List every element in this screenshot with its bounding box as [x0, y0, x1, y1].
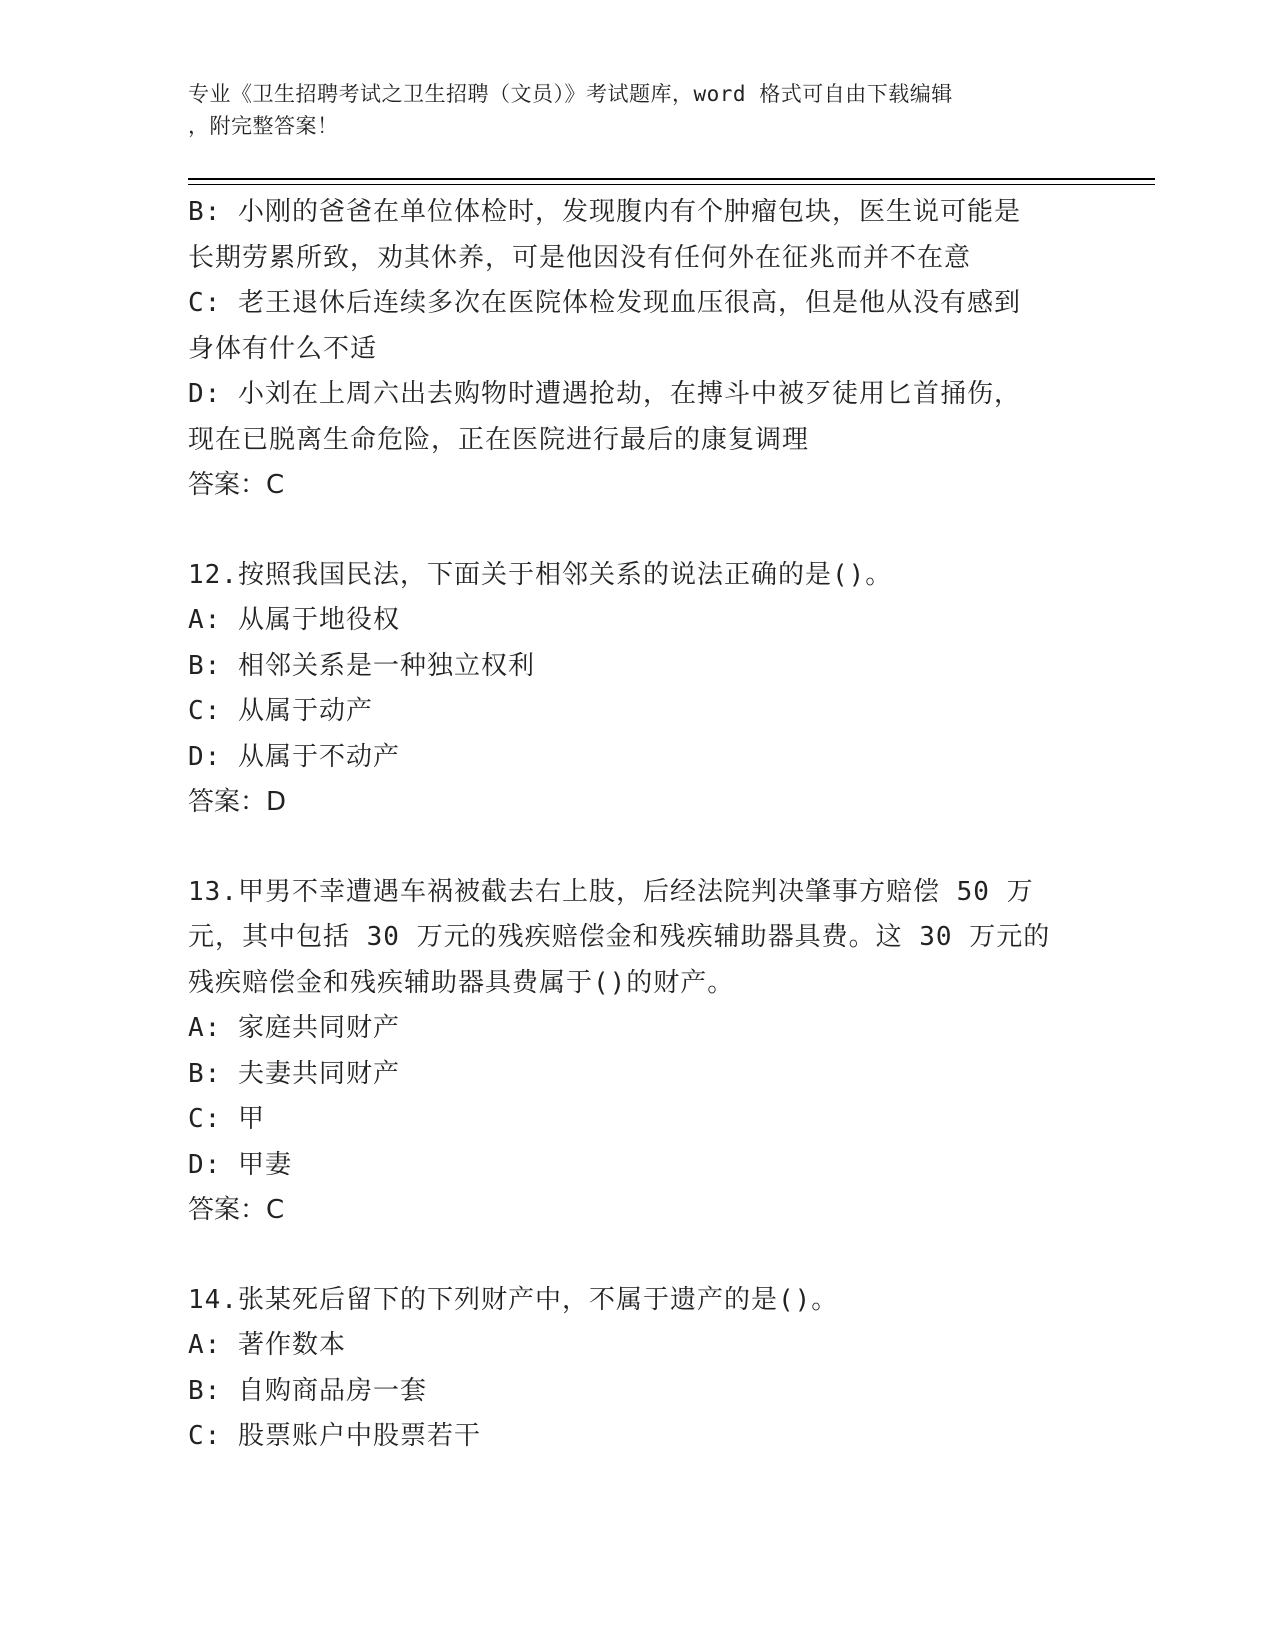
option-b: B: 夫妻共同财产	[188, 1058, 400, 1089]
header-rule-thin	[188, 184, 1155, 185]
question-stem-line-3: 残疾赔偿金和残疾辅助器具费属于()的财产。	[188, 967, 735, 998]
option-b-line-1: B: 小刚的爸爸在单位体检时，发现腹内有个肿瘤包块，医生说可能是	[188, 197, 1021, 227]
question-14	[188, 1278, 1088, 1460]
question-stem: 14.张某死后留下的下列财产中，不属于遗产的是()。	[188, 1284, 839, 1315]
option-a: A: 著作数本	[188, 1330, 346, 1360]
option-d-line-1: D: 小刘在上周六出去购物时遭遇抢劫，在搏斗中被歹徒用匕首捅伤，	[188, 379, 1021, 409]
header-rule-thick	[188, 178, 1155, 180]
option-a: A: 家庭共同财产	[188, 1013, 400, 1043]
option-a: A: 从属于地役权	[188, 605, 400, 635]
option-b: B: 自购商品房一套	[188, 1375, 427, 1406]
answer: 答案：C	[188, 470, 285, 500]
option-c: C: 甲	[188, 1104, 265, 1134]
question-stem-line-1: 13.甲男不幸遭遇车祸被截去右上肢，后经法院判决肇事方赔偿 50 万	[188, 876, 1034, 907]
answer: 答案：C	[188, 1195, 285, 1225]
option-b-line-2: 长期劳累所致，劝其休养，可是他因没有任何外在征兆而并不在意	[188, 242, 972, 273]
option-c: C: 从属于动产	[188, 696, 373, 726]
question-content	[188, 190, 1088, 1460]
option-b: B: 相邻关系是一种独立权利	[188, 650, 535, 681]
question-12	[188, 553, 1088, 826]
spacer	[188, 509, 1088, 553]
question-13	[188, 870, 1088, 1234]
option-d: D: 从属于不动产	[188, 741, 400, 772]
spacer	[188, 1234, 1088, 1278]
question-11	[188, 190, 1088, 509]
question-stem-line-2: 元，其中包括 30 万元的残疾赔偿金和残疾辅助器具费。这 30 万元的	[188, 922, 1051, 952]
option-c: C: 股票账户中股票若干	[188, 1421, 481, 1451]
header-line-2: ，附完整答案！	[188, 114, 339, 138]
spacer	[188, 826, 1088, 870]
option-c-line-1: C: 老王退休后连续多次在医院体检发现血压很高，但是他从没有感到	[188, 288, 1021, 318]
option-d-line-2: 现在已脱离生命危险，正在医院进行最后的康复调理	[188, 424, 810, 455]
question-stem: 12.按照我国民法，下面关于相邻关系的说法正确的是()。	[188, 559, 893, 590]
option-c-line-2: 身体有什么不适	[188, 333, 378, 364]
header-line-1: 专业《卫生招聘考试之卫生招聘（文员）》考试题库，word 格式可自由下载编辑	[188, 82, 953, 106]
page-header	[188, 78, 1078, 142]
option-d: D: 甲妻	[188, 1149, 292, 1180]
answer: 答案：D	[188, 787, 287, 817]
